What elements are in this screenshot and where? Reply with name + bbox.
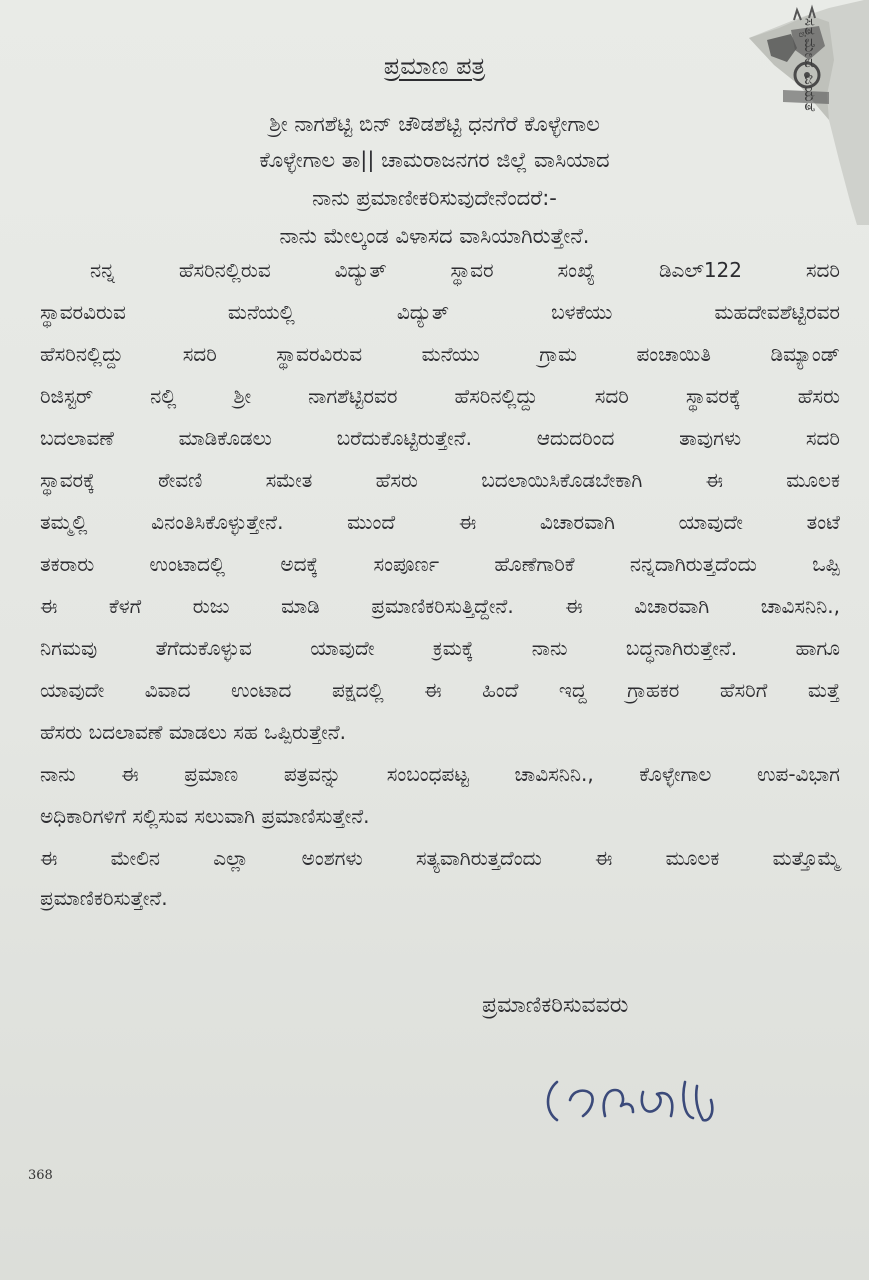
body-line: ಈ ಮೇಲಿನ ಎಲ್ಲಾ ಅಂಶಗಳು ಸತ್ಯವಾಗಿರುತ್ತದೆಂದು ಈ ಮೂಲಕ ಮತ್ತೊಮ್ಮೆ xyxy=(40,846,840,870)
header-line: ಕೊಳ್ಳೇಗಾಲ ತಾ|| ಚಾಮರಾಜನಗರ ಜಿಲ್ಲೆ ವಾಸಿಯಾದ xyxy=(259,148,610,172)
body-line: ಬದಲಾವಣೆ ಮಾಡಿಕೊಡಲು ಬರೆದುಕೊಟ್ಟಿರುತ್ತೇನೆ. ಆದುದರಿಂದ ತಾವುಗಳು ಸದರಿ xyxy=(40,426,840,450)
signatory-label: ಪ್ರಮಾಣಿಕರಿಸುವವರು xyxy=(482,993,629,1018)
body-line: ನನ್ನ ಹೆಸರಿನಲ್ಲಿರುವ ವಿದ್ಯುತ್ ಸ್ಥಾವರ ಸಂಖ್ಯೆ ಡಿಎಲ್122 ಸದರಿ xyxy=(90,258,840,282)
document-title xyxy=(0,52,869,80)
body-line: ಹೆಸರು ಬದಲಾವಣೆ ಮಾಡಲು ಸಹ ಒಪ್ಪಿರುತ್ತೇನೆ. xyxy=(40,720,347,744)
header-line: ಶ್ರೀ ನಾಗಶೆಟ್ಟಿ ಬಿನ್ ಚೌಡಶೆಟ್ಟಿ ಧನಗೆರೆ ಕೊಳ್ಳೇಗಾಲ xyxy=(269,112,600,136)
body-line: ಪ್ರಮಾಣಿಕರಿಸುತ್ತೇನೆ. xyxy=(40,886,168,910)
emblem-motto: ಸತ್ಯಮೇವ ಜಯತೆ xyxy=(801,18,819,113)
body-line: ಈ ಕೆಳಗೆ ರುಜು ಮಾಡಿ ಪ್ರಮಾಣಿಕರಿಸುತ್ತಿದ್ದೇನೆ. ಈ ವಿಚಾರವಾಗಿ ಚಾವಿಸನಿನಿ., xyxy=(40,594,840,618)
body-line: ನಾನು ಈ ಪ್ರಮಾಣ ಪತ್ರವನ್ನು ಸಂಬಂಧಪಟ್ಟ ಚಾವಿಸನಿನಿ., ಕೊಳ್ಳೇಗಾಲ ಉಪ-ವಿಭಾಗ xyxy=(40,762,840,786)
body-line: ನಿಗಮವು ತೆಗೆದುಕೊಳ್ಳುವ ಯಾವುದೇ ಕ್ರಮಕ್ಕೆ ನಾನು ಬದ್ಧನಾಗಿರುತ್ತೇನೆ. ಹಾಗೂ xyxy=(40,636,840,660)
header-line: ನಾನು ಪ್ರಮಾಣೀಕರಿಸುವುದೇನೆಂದರೆ:- xyxy=(312,186,557,210)
header-line: ನಾನು ಮೇಲ್ಕಂಡ ವಿಳಾಸದ ವಾಸಿಯಾಗಿರುತ್ತೇನೆ. xyxy=(279,224,590,248)
body-line: ತಮ್ಮಲ್ಲಿ ವಿನಂತಿಸಿಕೊಳ್ಳುತ್ತೇನೆ. ಮುಂದೆ ಈ ವಿಚಾರವಾಗಿ ಯಾವುದೇ ತಂಟೆ xyxy=(40,510,840,534)
body-line: ಸ್ಥಾವರವಿರುವ ಮನೆಯಲ್ಲಿ ವಿದ್ಯುತ್ ಬಳಕೆಯು ಮಹದೇವಶೆಟ್ಟಿರವರ xyxy=(40,300,840,324)
body-line: ಅಧಿಕಾರಿಗಳಿಗೆ ಸಲ್ಲಿಸುವ ಸಲುವಾಗಿ ಪ್ರಮಾಣಿಸುತ್ತೇನೆ. xyxy=(40,804,370,828)
body-line: ರಿಜಿಸ್ಟರ್ ನಲ್ಲಿ ಶ್ರೀ ನಾಗಶೆಟ್ಟಿರವರ ಹೆಸರಿನಲ್ಲಿದ್ದು ಸದರಿ ಸ್ಥಾವರಕ್ಕೆ ಹೆಸರು xyxy=(40,384,840,408)
body-line: ಹೆಸರಿನಲ್ಲಿದ್ದು ಸದರಿ ಸ್ಥಾವರವಿರುವ ಮನೆಯು ಗ್ರಾಮ ಪಂಚಾಯಿತಿ ಡಿಮ್ಯಾಂಡ್ xyxy=(40,342,840,366)
body-line: ತಕರಾರು ಉಂಟಾದಲ್ಲಿ ಅದಕ್ಕೆ ಸಂಪೂರ್ಣ ಹೊಣೆಗಾರಿಕೆ ನನ್ನದಾಗಿರುತ್ತದೆಂದು ಒಪ್ಪಿ xyxy=(40,552,840,576)
handwritten-signature xyxy=(535,1060,735,1135)
body-line: ಯಾವುದೇ ವಿವಾದ ಉಂಟಾದ ಪಕ್ಷದಲ್ಲಿ ಈ ಹಿಂದೆ ಇದ್ದ ಗ್ರಾಹಕರ ಹೆಸರಿಗೆ ಮತ್ತೆ xyxy=(40,678,840,702)
page-number: 368 xyxy=(28,1168,53,1183)
body-line: ಸ್ಥಾವರಕ್ಕೆ ಠೇವಣಿ ಸಮೇತ ಹೆಸರು ಬದಲಾಯಿಸಿಕೊಡಬೇಕಾಗಿ ಈ ಮೂಲಕ xyxy=(40,468,840,492)
title-text: ಪ್ರಮಾಣ ಪತ್ರ xyxy=(383,52,486,80)
